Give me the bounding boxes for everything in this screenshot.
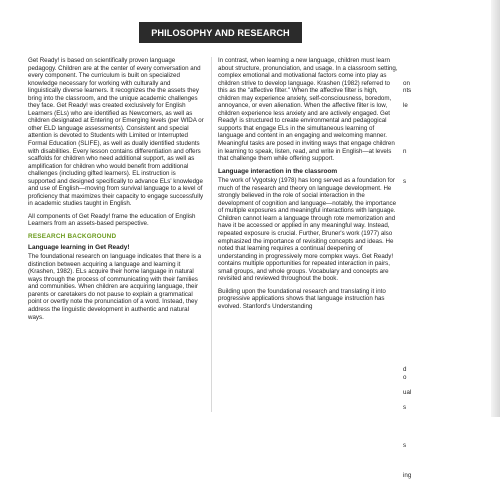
fragment-line (403, 321, 443, 329)
fragment-line (403, 419, 443, 427)
fragment-line (403, 57, 443, 65)
subheading-language-learning: Language learning in Get Ready! (28, 243, 130, 251)
fragment-line: nts (403, 87, 412, 95)
fragment-line (403, 283, 443, 291)
building-upon-paragraph: Building upon the foundational research and translating it into progressive applications shows that language instruction has evolved. Stanford's Understanding (218, 287, 386, 310)
fragment-line (403, 329, 443, 337)
fragment-line (403, 427, 443, 435)
fragment-line (403, 95, 443, 103)
fragment-line (403, 238, 443, 246)
fragment-line: s (403, 404, 407, 412)
fragment-line (403, 434, 443, 442)
fragment-line (403, 246, 443, 254)
subheading-language-interaction: Language interaction in the classroom (218, 167, 338, 175)
fragment-line (403, 397, 443, 405)
fragment-line (403, 457, 443, 465)
fragment-line: ual (403, 389, 412, 397)
assets-paragraph: All components of Get Ready! frame the education of English Learners from an assets-based perspective. (28, 212, 196, 228)
fragment-line: o (403, 373, 407, 381)
fragment-line (403, 223, 443, 231)
fragment-line (403, 299, 443, 307)
fragment-line (403, 382, 443, 390)
fragment-line (403, 163, 443, 171)
fragment-line (403, 155, 443, 163)
fragment-line (403, 412, 443, 420)
fragment-line: ing (403, 472, 412, 480)
fragment-line: d (403, 366, 407, 374)
fragment-line (403, 125, 443, 133)
fragment-line: le (403, 102, 408, 110)
fragment-line (403, 132, 443, 140)
fragment-line (403, 231, 443, 239)
fragment-line (403, 268, 443, 276)
fragment-line (403, 72, 443, 80)
fragment-line (403, 344, 443, 352)
adjacent-page-fragments (403, 57, 443, 480)
foundational-research-paragraph: The foundational research on language indicates that there is a distinction between acquiring a language and learning it (Krashen, 1982). ELs acquire their home language in natural ways through the process of communicating with their families and communities. When children are acquiring language, their parents or caretakers do not pause to explain a grammatical point or overtly note the pronunciation of a word. Instead, they address the linguistic development in authentic and natural ways. (28, 253, 202, 321)
fragment-line: n (403, 147, 407, 155)
fragment-line (403, 110, 443, 118)
fragment-line (403, 215, 443, 223)
fragment-line (403, 253, 443, 261)
fragment-line (403, 359, 443, 367)
intro-paragraph: Get Ready! is based on scientifically proven language pedagogy. Children are at the center of every conversation and every component. The curriculum is built on specialized knowledge necessary for working with culturally and linguistically diverse learners. It recognizes the the assets they bring into the classroom, and the unique academic challenges they face. Get Ready! was created exclusively for English Learners (ELs) who are identified as Newcomers, as well as children designated at Entering or Emerging levels (per WIDA or other ELD language assessments). Consistent and special attention is devoted to Students with Limited or Interrupted Formal Education (SLIFE), as well as dually identified students with disabilities. Every lesson contains differentiation and offers scaffolds for children who need additional support, as well as amplification for children who would benefit from additional challenges (including gifted learners). EL instruction is supported and designed specifically to advance ELs' knowledge and use of English—moving from survival language to a level of proficiency that maximizes their capacity to engage successfully in academic studies taught in English. (28, 57, 204, 208)
fragment-line (403, 200, 443, 208)
fragment-line (403, 140, 443, 148)
fragment-line (403, 314, 443, 322)
fragment-line (403, 291, 443, 299)
section-heading: RESEARCH BACKGROUND (28, 233, 117, 241)
fragment-line (403, 65, 443, 73)
fragment-line (403, 465, 443, 473)
affective-filter-paragraph: In contrast, when learning a new language, children must learn about structure, pronunciation, and usage. In a classroom setting, complex emotional and motivational factors come into play as children strive to develop language. Krashen (1982) referred to this as the "affective filter." When the affective filter is high, children may experience anxiety, self-consciousness, boredom, annoyance, or even alienation. When the affective filter is low, children experience less anxiety and are actively engaged. Get Ready! is structured to create environmental and pedagogical supports that engage ELs in the simultaneous learning of language and content in an engaging and welcoming manner. Meaningful tasks are posed in inviting ways that engage children in learning to speak, listen, read, and write in English—at levels that challenge them while offering support. (218, 57, 398, 163)
fragment-line (403, 449, 443, 457)
fragment-line (403, 336, 443, 344)
left-column (28, 57, 204, 326)
vygotsky-paragraph: The work of Vygotsky (1978) has long served as a foundation for much of the research and theory on language development. He strongly believed in the role of social interaction in the development of cognition and language—notably, the importance of multiple exposures and meaningful interactions with language. Children cannot learn a language through rote memorization and have it be accessed or applied in any meaningful way. Instead, repeated exposure is crucial. Further, Bruner's work (1977) also emphasized the importance of revisiting concepts and ideas. He noted that learning requires a continual deepening of understanding in progressively more complex ways. Get Ready! contains multiple opportunities for repeated interaction in pairs, small groups, and whole groups. Vocabulary and concepts are revisited and reviewed throughout the book. (218, 177, 397, 283)
page-edge-shadow (491, 0, 500, 417)
section-banner: PHILOSOPHY AND RESEARCH (139, 22, 302, 43)
fragment-line (403, 208, 443, 216)
right-column (218, 57, 398, 316)
fragment-line (403, 170, 443, 178)
fragment-line: s (403, 177, 407, 185)
fragment-line (403, 351, 443, 359)
fragment-line (403, 276, 443, 284)
fragment-line (403, 306, 443, 314)
column-divider (211, 57, 212, 412)
fragment-line (403, 261, 443, 269)
fragment-line (403, 185, 443, 193)
fragment-line (403, 193, 443, 201)
fragment-line (403, 117, 443, 125)
fragment-line: s (403, 441, 407, 449)
fragment-line: on (403, 79, 410, 87)
